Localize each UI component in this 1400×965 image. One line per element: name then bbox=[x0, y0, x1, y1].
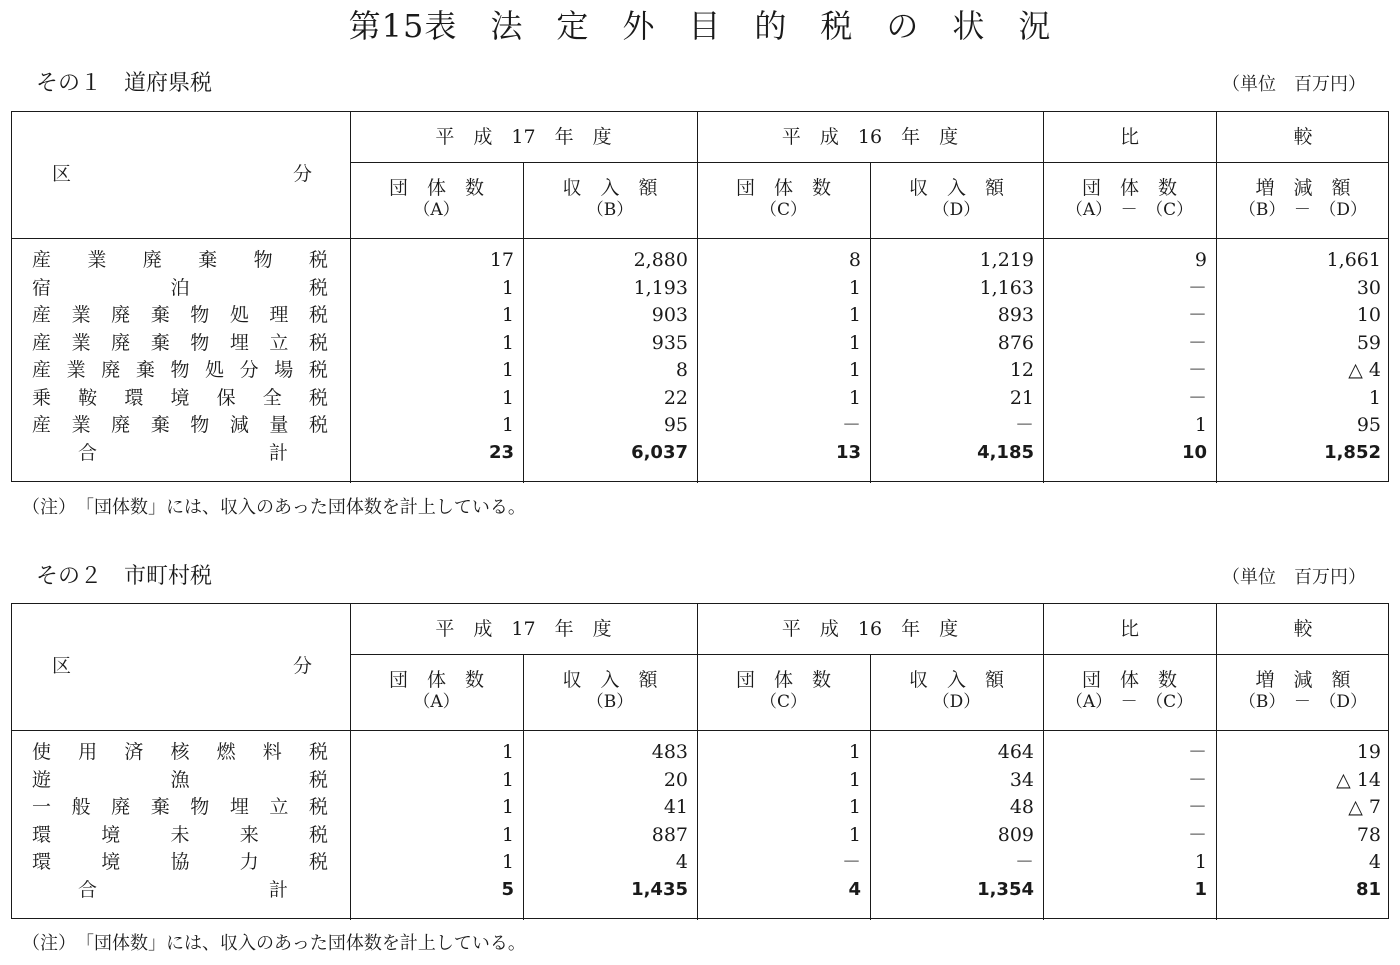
total-ac: 1 bbox=[1194, 878, 1207, 900]
row-label-char: 保 bbox=[216, 386, 236, 409]
header-shunyu_b-sub: （B） bbox=[586, 200, 634, 220]
header-shunyu_d-sub: （D） bbox=[932, 692, 981, 712]
row-label bbox=[32, 303, 328, 327]
header-shunyu_d-label: 収 入 額 bbox=[908, 177, 1004, 199]
row-label-char: 産 bbox=[32, 414, 52, 436]
section1-table bbox=[11, 111, 1389, 482]
header-hikaku-left: 比 bbox=[1119, 126, 1139, 148]
cell-bd: 4 bbox=[1368, 851, 1381, 873]
header-dantai_a bbox=[350, 668, 523, 712]
cell-bd: △ 14 bbox=[1336, 768, 1381, 791]
cell-c: － bbox=[841, 851, 861, 873]
total-b: 6,037 bbox=[631, 441, 688, 463]
row-label-char: 税 bbox=[308, 276, 328, 299]
row-label bbox=[32, 850, 328, 874]
row-label-char: 業 bbox=[71, 414, 91, 436]
header-shunyu_d bbox=[870, 668, 1043, 712]
row-label-char: 済 bbox=[124, 741, 144, 763]
row-label-char: 産 bbox=[32, 359, 52, 381]
header-bottom-line bbox=[12, 730, 1388, 731]
total-c: 4 bbox=[848, 878, 861, 900]
cell-a: 1 bbox=[501, 414, 514, 436]
header-dantai_diff-sub: （A） － （C） bbox=[1065, 692, 1194, 712]
row-label-char: 環 bbox=[32, 851, 52, 873]
row-label-char: 産 bbox=[32, 249, 52, 271]
cell-bd: 10 bbox=[1356, 304, 1381, 326]
cell-a: 1 bbox=[501, 304, 514, 326]
row-label-char: 境 bbox=[101, 851, 121, 873]
header-dantai_a bbox=[350, 176, 523, 220]
header-zougen-label: 増 減 額 bbox=[1255, 177, 1351, 199]
cell-d: － bbox=[1014, 414, 1034, 436]
header-shunyu_b-label: 収 入 額 bbox=[562, 669, 658, 691]
row-label-char: 理 bbox=[269, 304, 289, 326]
row-label-char: 税 bbox=[308, 823, 328, 846]
total-bd: 1,852 bbox=[1324, 441, 1381, 463]
header-zougen-sub: （B） － （D） bbox=[1238, 692, 1368, 712]
header-dantai_a-label: 団 体 数 bbox=[388, 669, 484, 691]
header-dantai_c bbox=[697, 668, 870, 712]
cell-c: 8 bbox=[848, 249, 861, 271]
cell-ac: 1 bbox=[1194, 851, 1207, 873]
cell-c: － bbox=[841, 414, 861, 436]
total-label bbox=[78, 441, 288, 465]
row-label bbox=[32, 795, 328, 819]
header-dantai_c-label: 団 体 数 bbox=[735, 669, 831, 691]
row-label-char: 税 bbox=[308, 331, 328, 354]
total-label bbox=[78, 878, 288, 902]
header-divider bbox=[350, 654, 1388, 655]
cell-a: 1 bbox=[501, 741, 514, 763]
cell-d: 12 bbox=[1009, 359, 1034, 381]
section1-note: （注） 「団体数」には、収入のあった団体数を計上している。 bbox=[22, 497, 526, 518]
row-label-char: 力 bbox=[239, 851, 259, 873]
row-label bbox=[32, 248, 328, 272]
header-hikaku-right: 較 bbox=[1293, 126, 1313, 148]
cell-b: 935 bbox=[651, 331, 688, 354]
cell-b: 1,193 bbox=[633, 276, 688, 299]
header-dantai_a-sub: （A） bbox=[413, 200, 460, 220]
total-a: 5 bbox=[501, 878, 514, 900]
row-label-char: 全 bbox=[262, 386, 282, 409]
row-label-char: 宿 bbox=[32, 276, 52, 299]
row-label-char: 業 bbox=[66, 359, 86, 381]
cell-a: 1 bbox=[501, 331, 514, 354]
total-a: 23 bbox=[488, 441, 514, 463]
cell-b: 95 bbox=[663, 414, 688, 436]
row-label-char: 業 bbox=[71, 304, 91, 326]
cell-d: 464 bbox=[997, 741, 1034, 763]
row-label-char: 産 bbox=[32, 304, 52, 326]
cell-c: 1 bbox=[848, 796, 861, 818]
row-label-char: 乗 bbox=[32, 386, 52, 409]
row-label-char: 遊 bbox=[32, 768, 52, 791]
header-divider bbox=[350, 162, 1388, 163]
row-label-char: 廃 bbox=[111, 414, 131, 436]
cell-bd: △ 7 bbox=[1348, 796, 1381, 818]
total-label-char: 合 bbox=[78, 441, 98, 464]
section1-title: その１ 道府県税 bbox=[36, 71, 213, 96]
total-bd: 81 bbox=[1355, 878, 1381, 900]
row-label-char: 協 bbox=[170, 851, 190, 873]
row-label-char: 環 bbox=[32, 823, 52, 846]
header-zougen bbox=[1216, 668, 1390, 712]
row-label-char: 業 bbox=[71, 331, 91, 354]
header-hikaku-left: 比 bbox=[1119, 618, 1139, 640]
cell-c: 1 bbox=[848, 331, 861, 354]
row-label-char: 廃 bbox=[101, 359, 121, 381]
row-label-char: 税 bbox=[308, 741, 328, 763]
cell-bd: 59 bbox=[1356, 331, 1381, 354]
cell-bd: 1,661 bbox=[1326, 249, 1381, 271]
row-label-char: 物 bbox=[190, 331, 210, 354]
row-label-char: 廃 bbox=[111, 304, 131, 326]
row-label-char: 用 bbox=[78, 741, 98, 763]
header-dantai_a-label: 団 体 数 bbox=[388, 177, 484, 199]
header-shunyu_d-sub: （D） bbox=[932, 200, 981, 220]
header-shunyu_b-label: 収 入 額 bbox=[562, 177, 658, 199]
row-label-char: 未 bbox=[170, 823, 190, 846]
cell-d: － bbox=[1014, 851, 1034, 873]
row-label-char: 税 bbox=[308, 386, 328, 409]
row-label-char: 境 bbox=[170, 386, 190, 409]
cell-bd: 1 bbox=[1368, 386, 1381, 409]
row-label bbox=[32, 358, 328, 382]
row-label-char: 減 bbox=[229, 414, 249, 436]
header-kubun bbox=[52, 162, 312, 186]
header-dantai_diff-label: 団 体 数 bbox=[1081, 177, 1177, 199]
row-label-char: 税 bbox=[308, 249, 328, 271]
header-kubun-char: 区 bbox=[52, 655, 72, 677]
cell-b: 903 bbox=[651, 304, 688, 326]
row-label bbox=[32, 331, 328, 355]
cell-a: 1 bbox=[501, 823, 514, 846]
cell-a: 1 bbox=[501, 359, 514, 381]
cell-a: 1 bbox=[501, 386, 514, 409]
cell-a: 1 bbox=[501, 768, 514, 791]
cell-b: 41 bbox=[663, 796, 688, 818]
total-d: 4,185 bbox=[977, 441, 1034, 463]
header-dantai_diff-sub: （A） － （C） bbox=[1065, 200, 1194, 220]
cell-c: 1 bbox=[848, 768, 861, 791]
total-d: 1,354 bbox=[977, 878, 1034, 900]
header-year16: 平 成 16 年 度 bbox=[781, 126, 959, 148]
cell-d: 34 bbox=[1009, 768, 1034, 791]
row-label-char: 埋 bbox=[229, 796, 249, 818]
cell-ac: － bbox=[1187, 304, 1207, 326]
cell-d: 1,163 bbox=[979, 276, 1034, 299]
header-kubun-char: 分 bbox=[292, 655, 312, 677]
header-dantai_a-sub: （A） bbox=[413, 692, 460, 712]
total-c: 13 bbox=[835, 441, 861, 463]
cell-d: 809 bbox=[997, 823, 1034, 846]
cell-b: 483 bbox=[651, 741, 688, 763]
cell-c: 1 bbox=[848, 386, 861, 409]
header-shunyu_b-sub: （B） bbox=[586, 692, 634, 712]
row-label-char: 廃 bbox=[142, 249, 162, 271]
cell-b: 22 bbox=[663, 386, 688, 409]
row-label-char: 処 bbox=[205, 359, 225, 381]
header-kubun-char: 分 bbox=[292, 163, 312, 185]
header-hikaku-right: 較 bbox=[1293, 618, 1313, 640]
section2-note: （注） 「団体数」には、収入のあった団体数を計上している。 bbox=[22, 933, 526, 954]
row-label bbox=[32, 823, 328, 847]
cell-ac: － bbox=[1187, 331, 1207, 354]
cell-bd: 78 bbox=[1356, 823, 1381, 846]
row-label-char: 棄 bbox=[198, 249, 218, 271]
row-label-char: 物 bbox=[170, 359, 190, 381]
header-dantai_c-label: 団 体 数 bbox=[735, 177, 831, 199]
total-label-char: 計 bbox=[268, 441, 288, 464]
section2-table bbox=[11, 603, 1389, 919]
total-label-char: 合 bbox=[78, 878, 98, 901]
header-zougen-sub: （B） － （D） bbox=[1238, 200, 1368, 220]
row-label-char: 境 bbox=[101, 823, 121, 846]
row-label-char: 産 bbox=[32, 331, 52, 354]
row-label bbox=[32, 413, 328, 437]
row-label-char: 漁 bbox=[170, 768, 190, 791]
section2-title: その２ 市町村税 bbox=[36, 564, 213, 589]
cell-ac: － bbox=[1187, 386, 1207, 409]
row-label bbox=[32, 740, 328, 764]
cell-b: 20 bbox=[663, 768, 688, 791]
cell-ac: － bbox=[1187, 359, 1207, 381]
row-label-char: 廃 bbox=[111, 331, 131, 354]
cell-c: 1 bbox=[848, 741, 861, 763]
row-label-char: 棄 bbox=[150, 331, 170, 354]
row-label-char: 使 bbox=[32, 741, 52, 763]
cell-ac: － bbox=[1187, 276, 1207, 299]
cell-ac: － bbox=[1187, 823, 1207, 846]
row-label bbox=[32, 276, 328, 300]
total-ac: 10 bbox=[1181, 441, 1207, 463]
row-label-char: 一 bbox=[32, 796, 52, 818]
cell-bd: 19 bbox=[1356, 741, 1381, 763]
row-label-char: 税 bbox=[308, 768, 328, 791]
row-label-char: 核 bbox=[170, 741, 190, 763]
page-title: 第15表 法 定 外 目 的 税 の 状 況 bbox=[348, 7, 1052, 45]
row-label-char: 立 bbox=[269, 331, 289, 354]
row-label-char: 料 bbox=[262, 741, 282, 763]
cell-b: 887 bbox=[651, 823, 688, 846]
cell-d: 48 bbox=[1009, 796, 1034, 818]
row-label-char: 般 bbox=[71, 796, 91, 818]
header-zougen-label: 増 減 額 bbox=[1255, 669, 1351, 691]
header-year16: 平 成 16 年 度 bbox=[781, 618, 959, 640]
header-shunyu_b bbox=[523, 176, 697, 220]
row-label-char: 棄 bbox=[135, 359, 155, 381]
cell-bd: 95 bbox=[1356, 414, 1381, 436]
cell-ac: 9 bbox=[1194, 249, 1207, 271]
cell-a: 1 bbox=[501, 796, 514, 818]
cell-ac: － bbox=[1187, 768, 1207, 791]
cell-ac: － bbox=[1187, 741, 1207, 763]
header-dantai_c-sub: （C） bbox=[759, 200, 807, 220]
row-label-char: 分 bbox=[239, 359, 259, 381]
cell-ac: － bbox=[1187, 796, 1207, 818]
cell-b: 2,880 bbox=[633, 249, 688, 271]
cell-a: 17 bbox=[489, 249, 514, 271]
row-label-char: 税 bbox=[308, 414, 328, 436]
header-dantai_diff bbox=[1043, 668, 1216, 712]
header-shunyu_b bbox=[523, 668, 697, 712]
header-dantai_diff-label: 団 体 数 bbox=[1081, 669, 1177, 691]
row-label bbox=[32, 768, 328, 792]
header-kubun-char: 区 bbox=[52, 163, 72, 185]
cell-d: 876 bbox=[997, 331, 1034, 354]
section1-unit: （単位 百万円） bbox=[1222, 74, 1366, 95]
row-label-char: 棄 bbox=[150, 304, 170, 326]
row-label-char: 鞍 bbox=[78, 386, 98, 409]
row-label-char: 泊 bbox=[170, 276, 190, 299]
cell-d: 1,219 bbox=[979, 249, 1034, 271]
cell-b: 4 bbox=[675, 851, 688, 873]
header-shunyu_d bbox=[870, 176, 1043, 220]
header-dantai_c bbox=[697, 176, 870, 220]
row-label-char: 物 bbox=[253, 249, 273, 271]
row-label-char: 立 bbox=[269, 796, 289, 818]
cell-d: 893 bbox=[997, 304, 1034, 326]
header-bottom-line bbox=[12, 238, 1388, 239]
row-label-char: 物 bbox=[190, 414, 210, 436]
cell-c: 1 bbox=[848, 823, 861, 846]
header-kubun bbox=[52, 654, 312, 678]
cell-a: 1 bbox=[501, 851, 514, 873]
header-shunyu_d-label: 収 入 額 bbox=[908, 669, 1004, 691]
row-label-char: 税 bbox=[308, 851, 328, 873]
row-label-char: 税 bbox=[308, 359, 328, 381]
row-label-char: 物 bbox=[190, 304, 210, 326]
header-year17: 平 成 17 年 度 bbox=[435, 126, 612, 148]
cell-d: 21 bbox=[1009, 386, 1034, 409]
header-year17: 平 成 17 年 度 bbox=[435, 618, 612, 640]
row-label-char: 棄 bbox=[150, 414, 170, 436]
total-b: 1,435 bbox=[631, 878, 688, 900]
total-label-char: 計 bbox=[268, 878, 288, 901]
row-label-char: 環 bbox=[124, 386, 144, 409]
cell-a: 1 bbox=[501, 276, 514, 299]
section2-unit: （単位 百万円） bbox=[1222, 567, 1366, 588]
row-label-char: 棄 bbox=[150, 796, 170, 818]
row-label-char: 業 bbox=[87, 249, 107, 271]
row-label-char: 物 bbox=[190, 796, 210, 818]
cell-b: 8 bbox=[675, 359, 688, 381]
cell-ac: 1 bbox=[1194, 414, 1207, 436]
cell-c: 1 bbox=[848, 276, 861, 299]
header-dantai_c-sub: （C） bbox=[759, 692, 807, 712]
row-label-char: 量 bbox=[269, 414, 289, 436]
row-label-char: 廃 bbox=[111, 796, 131, 818]
row-label-char: 来 bbox=[239, 823, 259, 846]
cell-bd: 30 bbox=[1356, 276, 1381, 299]
header-zougen bbox=[1216, 176, 1390, 220]
row-label-char: 燃 bbox=[216, 741, 236, 763]
row-label bbox=[32, 386, 328, 410]
cell-bd: △ 4 bbox=[1348, 359, 1381, 381]
row-label-char: 埋 bbox=[229, 331, 249, 354]
row-label-char: 処 bbox=[229, 304, 249, 326]
row-label-char: 税 bbox=[308, 796, 328, 818]
cell-c: 1 bbox=[848, 304, 861, 326]
header-dantai_diff bbox=[1043, 176, 1216, 220]
row-label-char: 税 bbox=[308, 304, 328, 326]
row-label-char: 場 bbox=[274, 359, 294, 381]
cell-c: 1 bbox=[848, 359, 861, 381]
